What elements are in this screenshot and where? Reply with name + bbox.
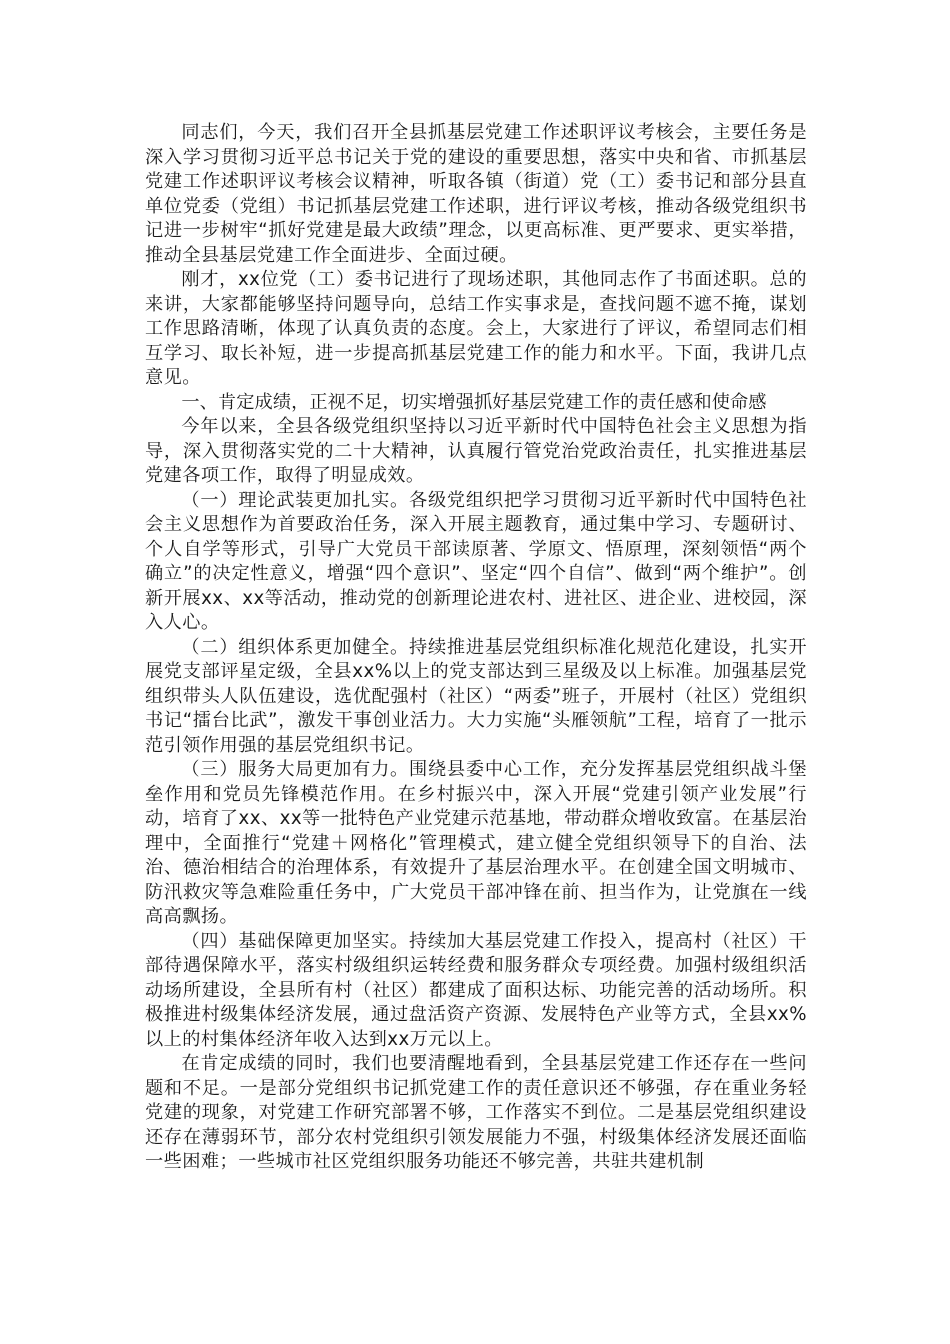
paragraph-opening: 同志们，今天，我们召开全县抓基层党建工作述职评议考核会，主要任务是深入学习贯彻习近平总书记关于党的建设的重要思想，落实中央和省、市抓基层党建工作述职评议考核会议精神，听取各镇（街道）党（工）委书记和部分县直单位党委（党组）书记抓基层党建工作述职，进行评议考核，推动各级党组织书记进一步树牢“抓好党建是最大政绩”理念，以更高标准、更严要求、更实举措，推动全县基层党建工作全面进步、全面过硬。 [145,122,807,266]
paragraph-problems: 在肯定成绩的同时，我们也要清醒地看到，全县基层党建工作还存在一些问题和不足。一是部分党组织书记抓党建工作的责任意识还不够强，存在重业务轻党建的现象，对党建工作研究部署不够，工作落实不到位。二是基层党组织建设还存在薄弱环节，部分农村党组织引领发展能力不强，村级集体经济发展还面临一些困难；一些城市社区党组织服务功能还不够完善，共驻共建机制 [145,1053,807,1172]
paragraph-foundation: （四）基础保障更加坚实。持续加大基层党建工作投入，提高村（社区）干部待遇保障水平，落实村级组织运转经费和服务群众专项经费。加强村级组织活动场所建设，全县所有村（社区）都建成了面积达标、功能完善的活动场所。积极推进村级集体经济发展，通过盘活资产资源、发展特色产业等方式，全县xx%以上的村集体经济年收入达到xx万元以上。 [145,930,807,1050]
paragraph-organization: （二）组织体系更加健全。持续推进基层党组织标准化规范化建设，扎实开展党支部评星定级，全县xx%以上的党支部达到三星级及以上标准。加强基层党组织带头人队伍建设，选优配强村（社区）“两委”班子，开展村（社区）党组织书记“擂台比武”，激发干事创业活力。大力实施“头雁领航”工程，培育了一批示范引领作用强的基层党组织书记。 [145,636,807,756]
paragraph-theory: （一）理论武装更加扎实。各级党组织把学习贯彻习近平新时代中国特色社会主义思想作为首要政治任务，深入开展主题教育，通过集中学习、专题研讨、个人自学等形式，引导广大党员干部读原著、学原文、悟原理，深刻领悟“两个确立”的决定性意义，增强“四个意识”、坚定“四个自信”、做到“两个维护”。创新开展xx、xx等活动，推动党的创新理论进农村、进社区、进企业、进校园，深入人心。 [145,489,807,633]
paragraph-review-summary: 刚才，xx位党（工）委书记进行了现场述职，其他同志作了书面述职。总的来讲，大家都能够坚持问题导向，总结工作实事求是，查找问题不遮不掩，谋划工作思路清晰，体现了认真负责的态度。会上，大家进行了评议，希望同志们相互学习、取长补短，进一步提高抓基层党建工作的能力和水平。下面，我讲几点意见。 [145,269,807,388]
section-heading-1: 一、肯定成绩，正视不足，切实增强抓好基层党建工作的责任感和使命感 [181,391,767,413]
paragraph-service: （三）服务大局更加有力。围绕县委中心工作，充分发挥基层党组织战斗堡垒作用和党员先锋模范作用。在乡村振兴中，深入开展“党建引领产业发展”行动，培育了xx、xx等一批特色产业党建示范基地，带动群众增收致富。在基层治理中，全面推行“党建＋网格化”管理模式，建立健全党组织领导下的自治、法治、德治相结合的治理体系，有效提升了基层治理水平。在创建全国文明城市、防汛救灾等急难险重任务中，广大党员干部冲锋在前、担当作为，让党旗在一线高高飘扬。 [145,759,807,927]
paragraph-achievements-intro: 今年以来，全县各级党组织坚持以习近平新时代中国特色社会主义思想为指导，深入贯彻落实党的二十大精神，认真履行管党治党政治责任，扎实推进基层党建各项工作，取得了明显成效。 [145,416,807,486]
document-body [145,121,807,1175]
